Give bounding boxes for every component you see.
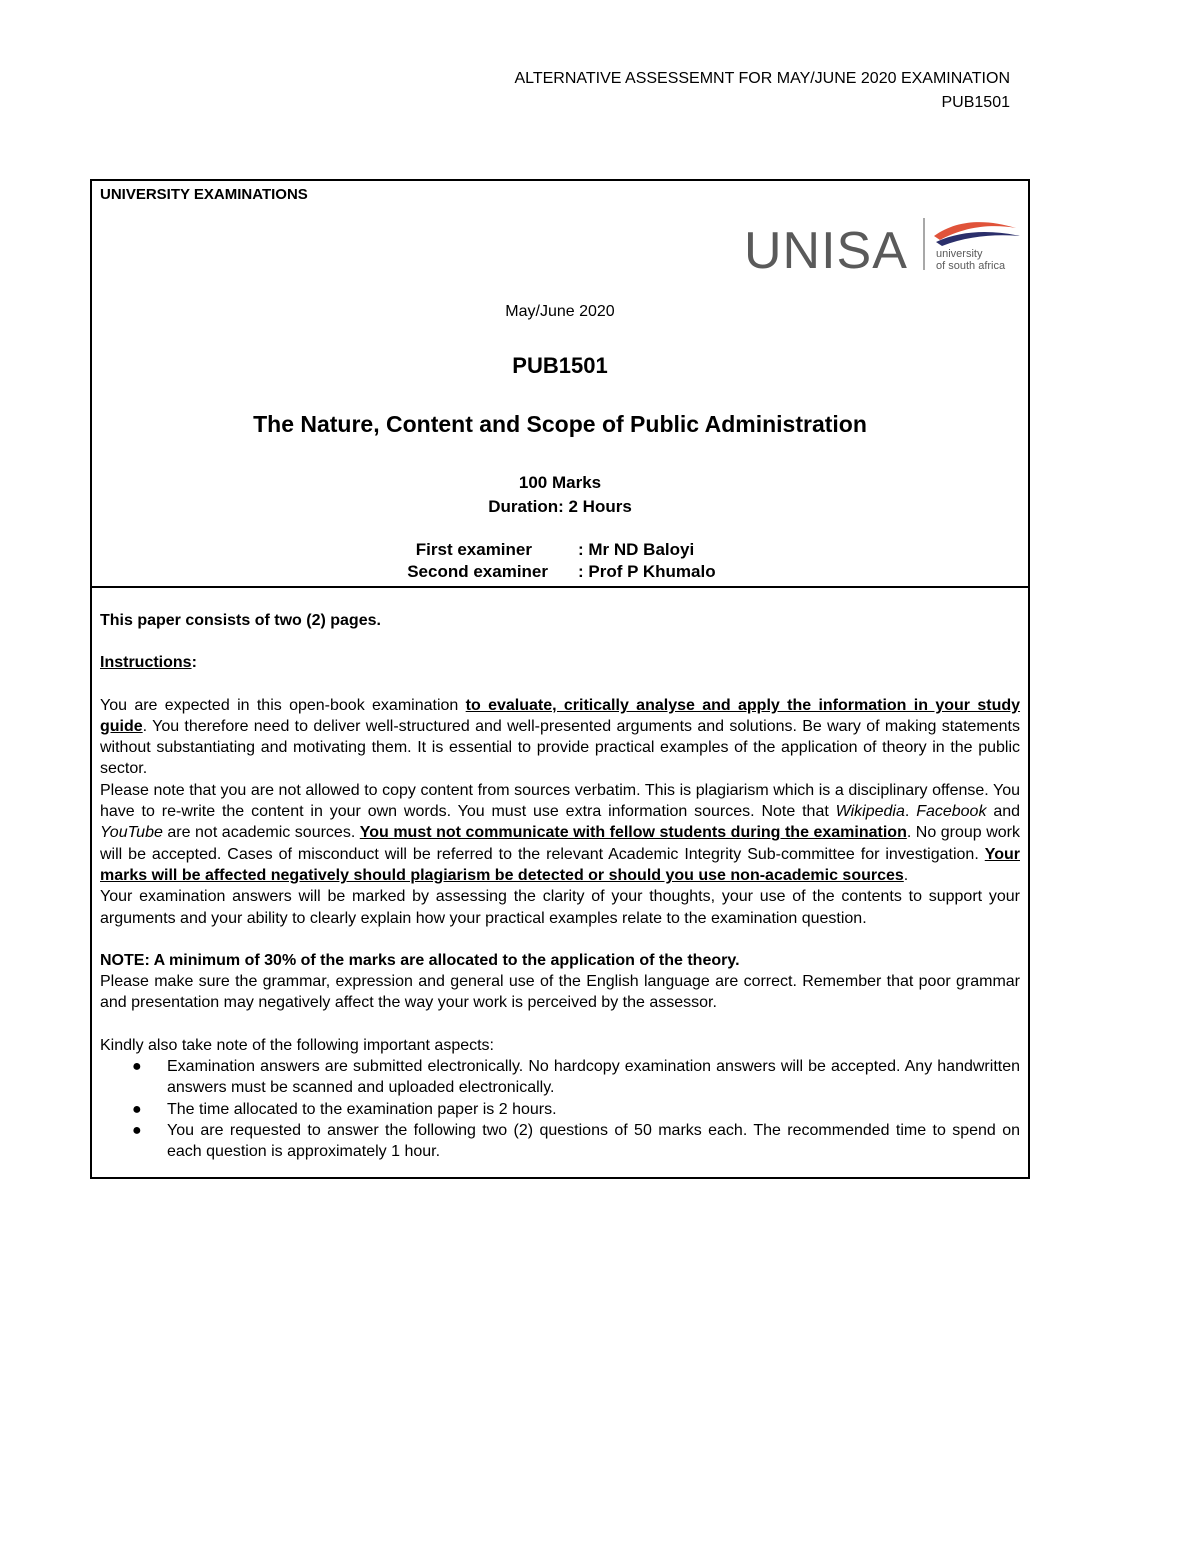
- second-examiner-name: : Prof P Khumalo: [578, 562, 716, 581]
- logo-flame-orange: [934, 222, 1016, 240]
- p1-text-c: . You therefore need to deliver well-structured and well-presented arguments and solutions. Be wary of making statements without substantiating and motivating them. It is essential to provide practical examples of the application of theory in the public sector.: [100, 717, 1020, 778]
- exam-cover-box: [90, 179, 1030, 1179]
- running-header-code: PUB1501: [941, 94, 1010, 111]
- instructions-heading: Instructions: [100, 654, 192, 672]
- list-item: [100, 1099, 1020, 1120]
- unisa-logo: [744, 214, 1024, 274]
- p2-facebook: Facebook: [916, 803, 987, 821]
- p1-text-a: You are expected in this open-book examination: [100, 696, 466, 714]
- p2-emphasis-marks: Your marks will be affected negatively should plagiarism be detected or should you use non-academic sources: [100, 845, 1020, 884]
- aspect-text: The time allocated to the examination paper is 2 hours.: [167, 1100, 557, 1118]
- duration: Duration: 2 Hours: [488, 497, 632, 516]
- first-examiner-name: : Mr ND Baloyi: [578, 540, 695, 559]
- p1-emphasis: to evaluate, critically analyse and apply the information in your study guide: [100, 696, 1021, 735]
- module-code: PUB1501: [512, 353, 608, 378]
- instruction-paragraph-2: [100, 780, 1020, 886]
- aspect-text: You are requested to answer the following two (2) questions of 50 marks each. The recommended time to spend on each question is approximately 1 hour.: [167, 1121, 1020, 1161]
- exam-date: May/June 2020: [505, 303, 615, 320]
- list-item: [100, 1056, 1020, 1099]
- logo-tagline-university: university: [936, 248, 983, 260]
- instructions-colon: :: [191, 654, 197, 672]
- p2-text-d: . No group work will be accepted. Cases of misconduct will be referred to the relevant Academic Integrity Sub-committee for investigation.: [100, 824, 1020, 863]
- running-header-title: ALTERNATIVE ASSESSEMNT FOR MAY/JUNE 2020 EXAMINATION: [514, 70, 1010, 87]
- aspects-intro: Kindly also take note of the following important aspects:: [100, 1036, 494, 1054]
- aspect-text: Examination answers are submitted electronically. No hardcopy examination answers will be accepted. Any handwritten answers must be scanned and uploaded electronically.: [167, 1058, 1020, 1097]
- bullet-icon: ●: [132, 1058, 142, 1076]
- examiners: [92, 539, 1028, 583]
- p2-dot: .: [904, 803, 917, 821]
- logo-tagline-south-africa: of south africa: [936, 260, 1006, 272]
- university-examinations-label: UNIVERSITY EXAMINATIONS: [100, 186, 308, 203]
- unisa-wordmark: UNISA: [744, 222, 908, 274]
- running-header: [514, 67, 1010, 115]
- p2-youtube: YouTube: [100, 824, 163, 842]
- instructions-heading-line: [100, 652, 1020, 673]
- p2-and: and: [986, 803, 1021, 821]
- cover-section: [92, 181, 1028, 588]
- instruction-paragraph-1: [100, 695, 1020, 780]
- p2-emphasis-communicate: You must not communicate with fellow students during the examination: [359, 824, 907, 842]
- instruction-paragraph-3: Your examination answers will be marked by assessing the clarity of your thoughts, your use of the contents to support your arguments and your ability to clearly explain how your practical examples relate to the examination question.: [100, 888, 1020, 927]
- p2-text-a: Please note that you are not allowed to copy content from sources verbatim. This is plagiarism which is a disciplinary offense. You have to re-write the content in your own words. You must use extra information sources. Note that: [100, 781, 1020, 821]
- instructions-section: [92, 588, 1028, 1177]
- p2-text-b: are not academic sources.: [162, 824, 360, 842]
- second-examiner-row: [92, 561, 1028, 583]
- note-line: NOTE: A minimum of 30% of the marks are allocated to the application of the theory.: [100, 951, 740, 969]
- first-examiner-row: [92, 539, 1028, 561]
- list-item: [100, 1120, 1020, 1163]
- marks-duration: [92, 471, 1028, 519]
- bullet-icon: ●: [132, 1121, 142, 1139]
- p2-text-f: .: [903, 866, 909, 884]
- bullet-icon: ●: [132, 1100, 142, 1118]
- instruction-paragraph-4: Please make sure the grammar, expression and general use of the English language are correct. Remember that poor grammar and presentation may negatively affect the way your work is perceived by the assessor.: [100, 973, 1020, 1012]
- first-examiner-label: First examiner: [415, 540, 532, 559]
- module-title: The Nature, Content and Scope of Public Administration: [253, 411, 867, 437]
- pages-note: This paper consists of two (2) pages.: [100, 612, 381, 629]
- second-examiner-label: Second examiner: [407, 562, 548, 581]
- total-marks: 100 Marks: [518, 473, 602, 492]
- p2-wikipedia: Wikipedia: [835, 803, 905, 821]
- aspects-list: [100, 1056, 1020, 1162]
